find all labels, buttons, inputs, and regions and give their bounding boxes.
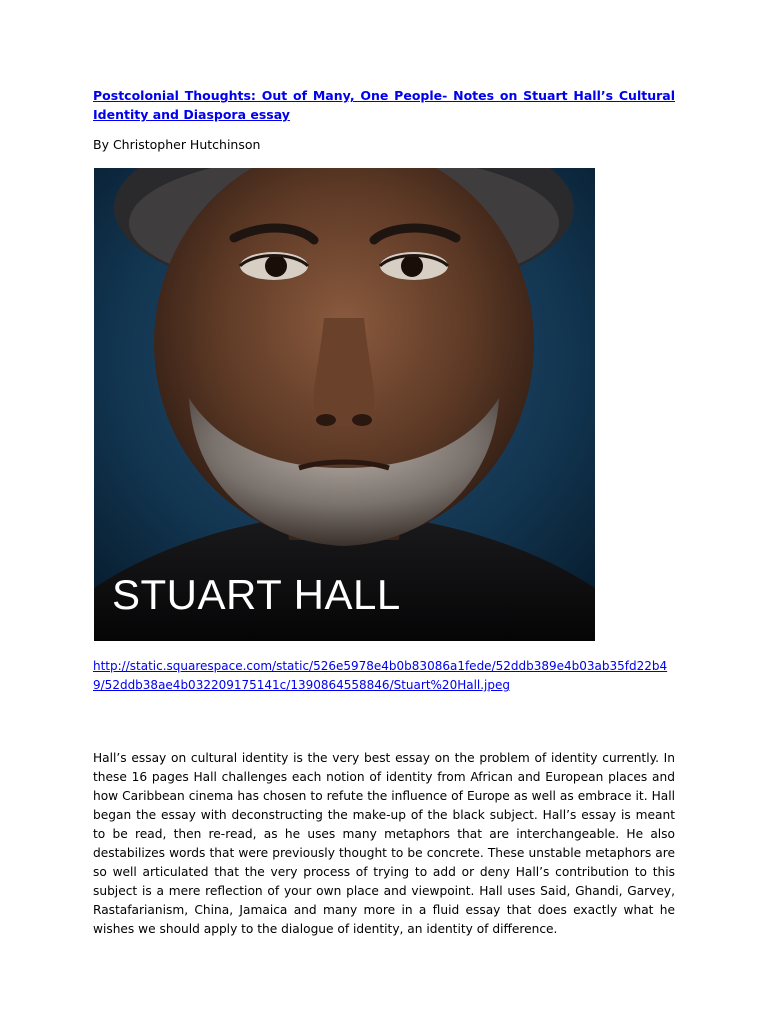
image-source-link[interactable]: http://static.squarespace.com/static/526e5978e4b0b83086a1fede/52ddb389e4b03ab35fd22b49/52ddb38ae4b032209175141c/1390864558846/Stuart%20Hall.jpeg [93, 659, 668, 692]
essay-paragraph: Hall’s essay on cultural identity is the very best essay on the problem of identity currently. In these 16 pages Hall challenges each notion of identity from African and European places and how Caribbean cinema has chosen to refute the influence of Europe as well as embrace it. Hall began the essay with deconstructing the make-up of the black subject. Hall’s essay is meant to be read, then re-read, as he uses many metaphors that are interchangeable. He also destabilizes words that were previously thought to be concrete. These unstable metaphors are so well articulated that the very process of trying to add or deny Hall’s contribution to this subject is a mere reflection of your own place and viewpoint. Hall uses Said, Ghandi, Garvey, Rastafarianism, China, Jamaica and many more in a fluid essay that does exactly what he wishes we should apply to the dialogue of identity, an identity of difference. [93, 751, 675, 937]
photo-caption-name: STUART HALL [112, 571, 401, 618]
author-portrait-photo [94, 168, 595, 641]
article-title-link[interactable]: Postcolonial Thoughts: Out of Many, One People- Notes on Stuart Hall’s Cultural Identity and Diaspora essay [93, 88, 675, 122]
author-byline: By Christopher Hutchinson [93, 137, 261, 152]
